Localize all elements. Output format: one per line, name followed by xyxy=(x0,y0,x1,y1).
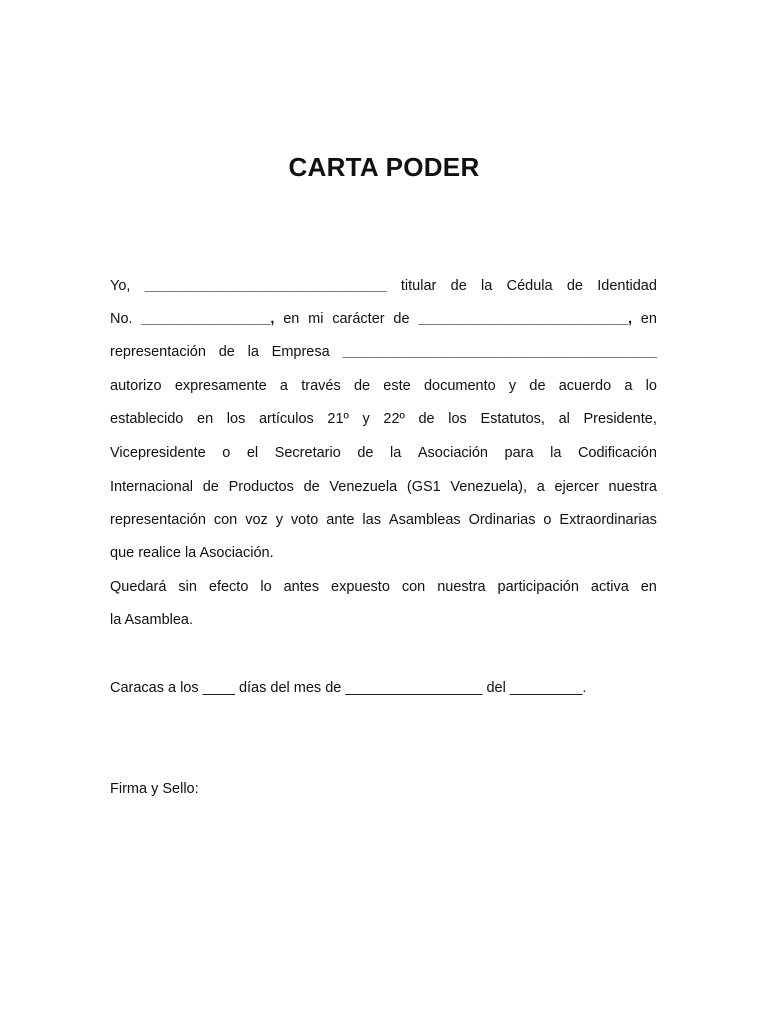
place-date-line: Caracas a los ____ días del mes de _________________ del _________. xyxy=(110,680,587,696)
word: o xyxy=(543,512,552,528)
word: la Asamblea. xyxy=(110,612,194,628)
word: Empresa xyxy=(271,344,330,360)
word: nuestra xyxy=(437,579,486,595)
word: con xyxy=(401,579,426,595)
word: 21º xyxy=(327,411,349,427)
word: de xyxy=(357,445,374,461)
blank-field: ________________, xyxy=(141,311,275,327)
word: representación xyxy=(110,512,206,528)
body-line-1 xyxy=(110,276,657,296)
word: ejercer xyxy=(554,479,599,495)
body-line-5 xyxy=(110,409,657,429)
word: Yo, xyxy=(110,278,131,294)
word: a xyxy=(536,479,545,495)
word: voto xyxy=(290,512,319,528)
blank-field: ______________________________ xyxy=(144,278,387,294)
word: de xyxy=(418,411,435,427)
word: acuerdo xyxy=(558,378,612,394)
word: efecto xyxy=(208,579,249,595)
word: Asociación xyxy=(417,445,488,461)
body-line-4 xyxy=(110,376,657,396)
word: participación xyxy=(497,579,579,595)
word: de xyxy=(202,479,219,495)
word: antes xyxy=(283,579,320,595)
word: Identidad xyxy=(597,278,657,294)
word: sin xyxy=(178,579,197,595)
word: de xyxy=(529,378,546,394)
word: Estatutos, xyxy=(480,411,545,427)
word: que realice la Asociación. xyxy=(110,545,274,561)
word: y xyxy=(508,378,517,394)
body-line-3 xyxy=(110,342,657,362)
word: Cédula xyxy=(506,278,553,294)
body-line-10 xyxy=(110,577,657,597)
word: en xyxy=(640,579,657,595)
word: representación xyxy=(110,344,206,360)
word: con xyxy=(213,512,238,528)
word: Presidente, xyxy=(583,411,657,427)
word: a xyxy=(624,378,633,394)
word: No. xyxy=(110,311,133,327)
word: titular xyxy=(400,278,437,294)
word: Venezuela), xyxy=(450,479,527,495)
word: lo xyxy=(645,378,657,394)
word: en xyxy=(283,311,300,327)
word: este xyxy=(383,378,411,394)
word: expresamente xyxy=(174,378,267,394)
body-line-2 xyxy=(110,309,657,329)
word: al xyxy=(558,411,570,427)
body-line-6 xyxy=(110,443,657,463)
word: o xyxy=(222,445,231,461)
word: en xyxy=(640,311,657,327)
word: establecido xyxy=(110,411,184,427)
word: la xyxy=(550,445,562,461)
word: nuestra xyxy=(608,479,657,495)
body-line-9 xyxy=(110,543,657,563)
blank-field: _______________________________________ xyxy=(342,344,657,360)
word: mi xyxy=(308,311,324,327)
body-line-7 xyxy=(110,477,657,497)
word: de xyxy=(566,278,583,294)
word: Extraordinarias xyxy=(559,512,657,528)
word: para xyxy=(504,445,534,461)
word: voz xyxy=(245,512,268,528)
word: de xyxy=(393,311,410,327)
word: ante xyxy=(326,512,355,528)
word: Ordinarias xyxy=(468,512,536,528)
word: los xyxy=(448,411,467,427)
word: Venezuela xyxy=(329,479,398,495)
word: de xyxy=(450,278,467,294)
word: de xyxy=(353,378,371,394)
word: lo xyxy=(260,579,272,595)
body-line-11 xyxy=(110,610,657,630)
word: documento xyxy=(423,378,496,394)
word: activa xyxy=(590,579,629,595)
word: través xyxy=(301,378,341,394)
word: el xyxy=(246,445,259,461)
word: Internacional xyxy=(110,479,194,495)
word: (GS1 xyxy=(406,479,441,495)
word: Vicepresidente xyxy=(110,445,206,461)
word: de xyxy=(303,479,320,495)
word: Asambleas xyxy=(388,512,461,528)
body-line-8 xyxy=(110,510,657,530)
word: Productos xyxy=(228,479,294,495)
word: artículos xyxy=(258,411,314,427)
blank-field: __________________________, xyxy=(418,311,633,327)
word: a xyxy=(279,378,288,394)
word: expuesto xyxy=(331,579,390,595)
word: Codificación xyxy=(577,445,657,461)
word: en xyxy=(197,411,214,427)
word: Secretario xyxy=(274,445,341,461)
word: las xyxy=(362,512,381,528)
word: de xyxy=(218,344,235,360)
word: la xyxy=(247,344,259,360)
word: 22º xyxy=(383,411,405,427)
word: la xyxy=(481,278,493,294)
word: la xyxy=(390,445,402,461)
word: carácter xyxy=(332,311,385,327)
word: los xyxy=(226,411,246,427)
word: y xyxy=(275,512,283,528)
signature-label: Firma y Sello: xyxy=(110,781,199,797)
word: Quedará xyxy=(110,579,167,595)
document-title: CARTA PODER xyxy=(288,152,480,182)
word: autorizo xyxy=(110,378,162,394)
word: y xyxy=(362,411,370,427)
